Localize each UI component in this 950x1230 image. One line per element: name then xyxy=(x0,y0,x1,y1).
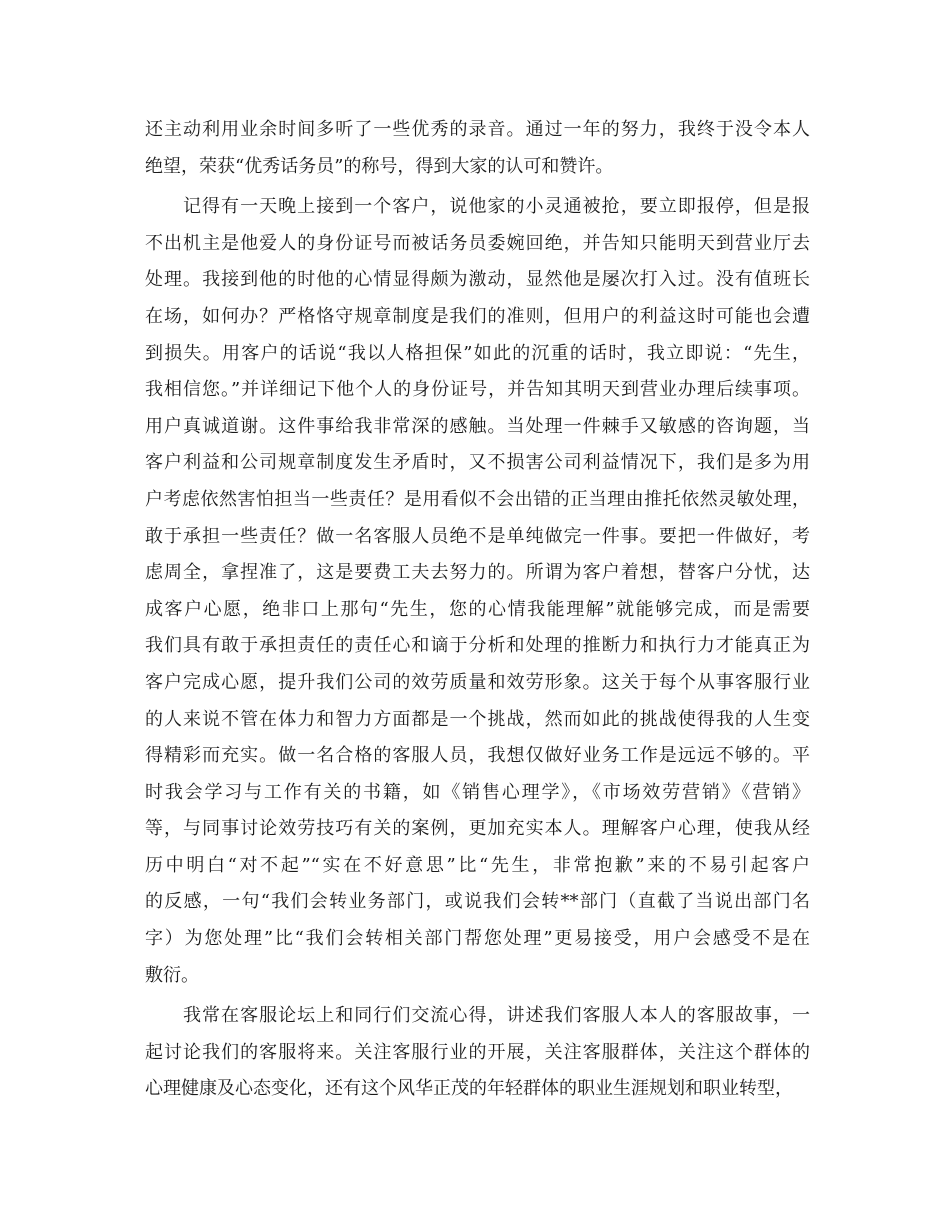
paragraph-line: 等，与同事讨论效劳技巧有关的案例，更加充实本人。理解客户心理，使我从经 xyxy=(145,818,810,840)
paragraph-line: 我常在客服论坛上和同行们交流心得，讲述我们客服人本人的客服故事，一 xyxy=(183,1005,810,1027)
paragraph-line: 客户完成心愿，提升我们公司的效劳质量和效劳形象。这关于每个从事客服行业 xyxy=(145,671,810,693)
paragraph-line: 虑周全，拿捏准了，这是要费工夫去努力的。所谓为客户着想，替客户分忧，达 xyxy=(145,562,810,584)
paragraph-line: 敢于承担一些责任？做一名客服人员绝不是单纯做完一件事。要把一件做好，考 xyxy=(145,525,810,547)
paragraph-line: 的人来说不管在体力和智力方面都是一个挑战，然而如此的挑战使得我的人生变 xyxy=(145,708,810,730)
paragraph-line: 的反感，一句“我们会转业务部门，或说我们会转**部门（直截了当说出部门名 xyxy=(145,891,810,913)
paragraph-line: 户考虑依然害怕担当一些责任？是用看似不会出错的正当理由推托依然灵敏处理， xyxy=(145,488,810,510)
paragraph-line: 字）为您处理”比“我们会转相关部门帮您处理”更易接受，用户会感受不是在 xyxy=(145,928,810,950)
paragraph-line: 起讨论我们的客服将来。关注客服行业的开展，关注客服群体，关注这个群体的 xyxy=(145,1041,810,1063)
paragraph-line: 用户真诚道谢。这件事给我非常深的感触。当处理一件棘手又敏感的咨询题，当 xyxy=(145,415,810,437)
paragraph-line: 在场，如何办？严格恪守规章制度是我们的准则，但用户的利益这时可能也会遭 xyxy=(145,305,810,327)
paragraph-line: 客户利益和公司规章制度发生矛盾时，又不损害公司利益情况下，我们是多为用 xyxy=(145,452,810,474)
paragraph xyxy=(145,189,810,994)
paragraph-line: 敷衍。 xyxy=(145,964,199,986)
paragraph-line: 成客户心愿，绝非口上那句“先生，您的心情我能理解”就能够完成，而是需要 xyxy=(145,598,810,620)
paragraph-line: 我们具有敢于承担责任的责任心和谪于分析和处理的推断力和执行力才能真正为 xyxy=(145,635,810,657)
paragraph xyxy=(145,112,810,185)
paragraph xyxy=(145,998,810,1108)
paragraph-line: 到损失。用客户的话说“我以人格担保”如此的沉重的话时，我立即说：“先生， xyxy=(145,342,810,364)
paragraph-line: 历中明白“对不起”“实在不好意思”比“先生，非常抱歉”来的不易引起客户 xyxy=(145,854,810,876)
paragraph-line: 我相信您。”并详细记下他个人的身份证号，并告知其明天到营业办理后续事项。 xyxy=(145,379,810,401)
paragraph-line: 还主动利用业余时间多听了一些优秀的录音。通过一年的努力，我终于没令本人 xyxy=(145,119,810,140)
paragraph-line: 处理。我接到他的时他的心情显得颇为激动，显然他是屡次打入过。没有值班长 xyxy=(145,269,810,291)
paragraph-line: 心理健康及心态变化，还有这个风华正茂的年轻群体的职业生涯规划和职业转型， xyxy=(145,1078,793,1100)
paragraph-line: 不出机主是他爱人的身份证号而被话务员委婉回绝，并告知只能明天到营业厅去 xyxy=(145,232,810,254)
document-body xyxy=(145,112,810,1108)
paragraph-line: 记得有一天晚上接到一个客户，说他家的小灵通被抢，要立即报停，但是报 xyxy=(183,196,810,218)
paragraph-line: 绝望，荣获“优秀话务员”的称号，得到大家的认可和赞许。 xyxy=(145,155,614,177)
paragraph-line: 得精彩而充实。做一名合格的客服人员，我想仅做好业务工作是远远不够的。平 xyxy=(145,745,810,767)
paragraph-line: 时我会学习与工作有关的书籍，如《销售心理学》，《市场效劳营销》《营销》 xyxy=(145,781,810,803)
